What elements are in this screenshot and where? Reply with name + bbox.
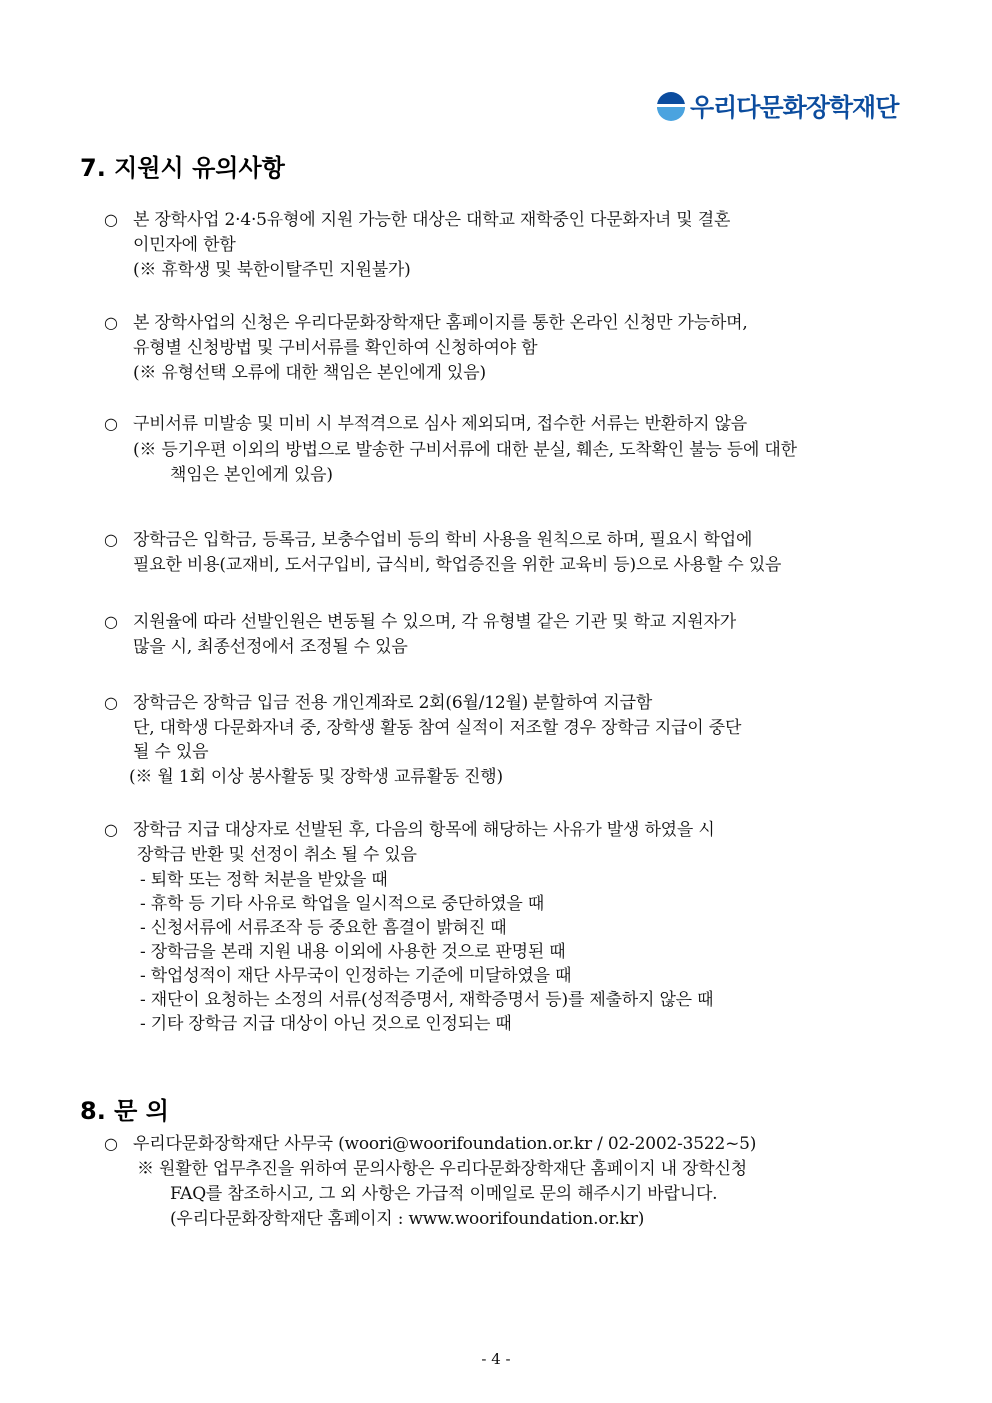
contact-homepage: (우리다문화장학재단 홈페이지 : www.woorifoundation.or.kr) — [170, 1209, 645, 1229]
item-7-line-2: 장학금 반환 및 선정이 취소 될 수 있음 — [137, 845, 417, 865]
item-7-sub-3: - 신청서류에 서류조작 등 중요한 흠결이 밝혀진 때 — [140, 918, 507, 938]
item-7-line-1: 장학금 지급 대상자로 선발된 후, 다음의 항목에 해당하는 사유가 발생 하였을 시 — [133, 820, 715, 840]
item-7-sub-1: - 퇴학 또는 정학 처분을 받았을 때 — [140, 870, 388, 890]
item-7-sub-5: - 학업성적이 재단 사무국이 인정하는 기준에 미달하였을 때 — [140, 966, 572, 986]
half-circle-logo-icon — [656, 91, 686, 121]
item-4-line-1: 장학금은 입학금, 등록금, 보충수업비 등의 학비 사용을 원칙으로 하며, 필요시 학업에 — [133, 530, 753, 550]
bullet-icon: ○ — [104, 530, 118, 549]
bullet-icon: ○ — [104, 1134, 118, 1153]
item-2-note: (※ 유형선택 오류에 대한 책임은 본인에게 있음) — [133, 363, 486, 383]
logo-text: 우리다문화장학재단 — [690, 93, 899, 122]
bullet-icon: ○ — [104, 414, 118, 433]
item-6-line-2: 단, 대학생 다문화자녀 중, 장학생 활동 참여 실적이 저조할 경우 장학금 지급이 중단 — [133, 718, 742, 738]
item-1-line-2: 이민자에 한함 — [133, 235, 236, 255]
item-1-line-1: 본 장학사업 2·4·5유형에 지원 가능한 대상은 대학교 재학중인 다문화자녀 및 결혼 — [133, 210, 731, 230]
item-5-line-2: 많을 시, 최종선정에서 조정될 수 있음 — [133, 637, 408, 657]
item-7-sub-4: - 장학금을 본래 지원 내용 이외에 사용한 것으로 판명된 때 — [140, 942, 566, 962]
foundation-logo — [656, 86, 916, 126]
item-7-sub-6: - 재단이 요청하는 소정의 서류(성적증명서, 재학증명서 등)를 제출하지 않은 때 — [140, 990, 714, 1010]
item-2-line-2: 유형별 신청방법 및 구비서류를 확인하여 신청하여야 함 — [133, 338, 538, 358]
bullet-icon: ○ — [104, 693, 118, 712]
bullet-icon: ○ — [104, 313, 118, 332]
bullet-icon: ○ — [104, 210, 118, 229]
item-2-line-1: 본 장학사업의 신청은 우리다문화장학재단 홈페이지를 통한 온라인 신청만 가능하며, — [133, 313, 748, 333]
bullet-icon: ○ — [104, 820, 118, 839]
bullet-icon: ○ — [104, 612, 118, 631]
item-1-note: (※ 휴학생 및 북한이탈주민 지원불가) — [133, 260, 411, 280]
item-6-note: (※ 월 1회 이상 봉사활동 및 장학생 교류활동 진행) — [129, 767, 503, 787]
item-3-note-cont: 책임은 본인에게 있음) — [170, 465, 333, 485]
item-6-line-1: 장학금은 장학금 입금 전용 개인계좌로 2회(6월/12월) 분할하여 지급함 — [133, 693, 653, 713]
item-3-line-1: 구비서류 미발송 및 미비 시 부적격으로 심사 제외되며, 접수한 서류는 반환하지 않음 — [133, 414, 747, 434]
contact-note-2: FAQ를 참조하시고, 그 외 사항은 가급적 이메일로 문의 해주시기 바랍니다. — [170, 1184, 718, 1204]
item-6-line-3: 될 수 있음 — [133, 742, 209, 762]
item-4-line-2: 필요한 비용(교재비, 도서구입비, 급식비, 학업증진을 위한 교육비 등)으로 사용할 수 있음 — [133, 555, 782, 575]
section-8-title: 8. 문 의 — [80, 1097, 169, 1125]
contact-line: 우리다문화장학재단 사무국 (woori@woorifoundation.or.kr / 02-2002-3522~5) — [133, 1134, 757, 1154]
section-7-title: 7. 지원시 유의사항 — [80, 154, 285, 182]
contact-note-1: ※ 원활한 업무추진을 위하여 문의사항은 우리다문화장학재단 홈페이지 내 장학신청 — [137, 1159, 747, 1179]
item-7-sub-7: - 기타 장학금 지급 대상이 아닌 것으로 인정되는 때 — [140, 1014, 512, 1034]
item-7-sub-2: - 휴학 등 기타 사유로 학업을 일시적으로 중단하였을 때 — [140, 894, 545, 914]
item-3-note: (※ 등기우편 이외의 방법으로 발송한 구비서류에 대한 분실, 훼손, 도착확인 불능 등에 대한 — [133, 440, 797, 460]
page-number: - 4 - — [481, 1350, 511, 1368]
item-5-line-1: 지원율에 따라 선발인원은 변동될 수 있으며, 각 유형별 같은 기관 및 학교 지원자가 — [133, 612, 736, 632]
